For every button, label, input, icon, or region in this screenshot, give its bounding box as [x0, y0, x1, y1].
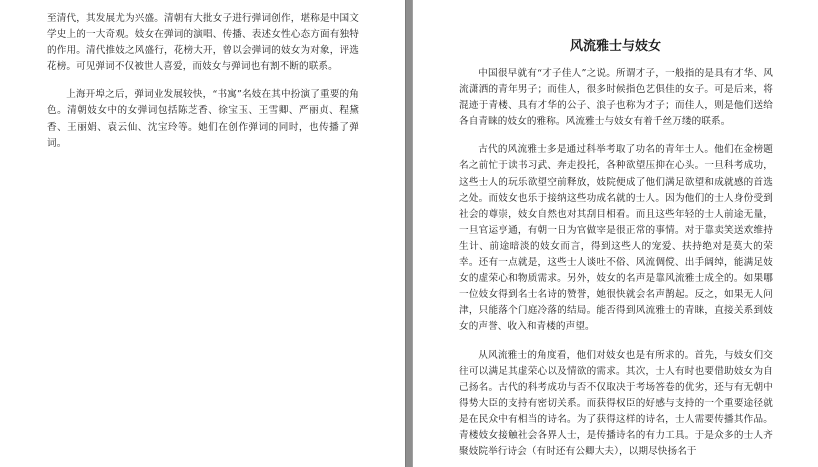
left-page — [0, 0, 405, 467]
left-paragraph-2: 上海开埠之后，弹词业发展较快，“书寓”名妓在其中扮演了重要的角色。清朝妓女中的女弹词包括陈芝香、徐宝玉、王雪卿、严丽贞、程黛香、王丽娟、袁云仙、沈宝玲等。她们在创作弹词的同时，也传播了弹词。 — [47, 89, 359, 149]
right-paragraph-2: 古代的风流雅士多是通过科举考取了功名的青年士人。他们在金榜题名之前忙于读书习武、奔走投托，各种欲望压抑在心头。一旦科考成功，这些士人的玩乐欲望空前释放，妓院便成了他们满足欲望和成就感的首选之处。而妓女也乐于接纳这些功成名就的士人。因为他们的士人身份受到社会的尊崇，妓女自然也对其刮目相看。而且这些年轻的士人前途无量，一旦官运亨通，有朝一日为官做宰是很正常的事情。对于靠卖笑送欢维持生计、前途暗淡的妓女而言，得到这些人的宠爱、扶持绝对是莫大的荣幸。还有一点就是，这些士人谈吐不俗、风流倜傥、出手阔绰，能满足妓女的虚荣心和物质需求。另外，妓女的名声是靠风流雅士成全的。如果哪一位妓女得到名士名诗的赞誉，她很快就会名声鹊起。反之，如果无人问津，只能落个门庭冷落的结局。能否得到风流雅士的青睐，直接关系到妓女的声誉、收入和青楼的声望。 — [459, 144, 773, 333]
page-gutter-divider — [405, 0, 413, 467]
left-paragraph-1: 至清代，其发展尤为兴盛。清朝有大批女子进行弹词创作，堪称是中国文学史上的一大奇观。妓女在弹词的演唱、传播、表述女性心态方面有独特的作用。清代推妓之风盛行，花榜大开，曾以会弹词的妓女为对象，评选花榜。可见弹词不仅被世人喜爱，而妓女与弹词也有割不断的联系。 — [47, 13, 359, 73]
right-page-text — [459, 66, 773, 460]
chapter-title: 风流雅士与妓女 — [569, 39, 661, 54]
right-paragraph-3: 从风流雅士的角度看，他们对妓女也是有所求的。首先，与妓女们交往可以满足其虚荣心以及情欲的需求。其次，士人有时也要借助妓女为自己扬名。古代的科考成功与否不仅取决于考场答卷的优劣，还与有无朝中得势大臣的支持有密切关系。而获得权臣的好感与支持的一个重要途径就是在民众中有相当的诗名。为了获得这样的诗名，士人需要传播其作品。青楼妓女接触社会各界人士，是传播诗名的有力工具。于是众多的士人齐聚妓院举行诗会（有时还有公卿大夫），以期尽快扬名于 — [459, 349, 773, 458]
left-page-text — [47, 11, 359, 152]
right-paragraph-1: 中国很早就有“才子佳人”之说。所谓才子，一般指的是具有才华、风流潇洒的青年男子；而佳人，很多时候指色艺俱佳的女子。可是后来，将混迹于青楼、具有才华的公子、浪子也称为才子；而佳人，则是他们送给各自青睐的妓女的雅称。风流雅士与妓女有着千丝万缕的联系。 — [459, 68, 773, 128]
right-page — [413, 0, 818, 467]
